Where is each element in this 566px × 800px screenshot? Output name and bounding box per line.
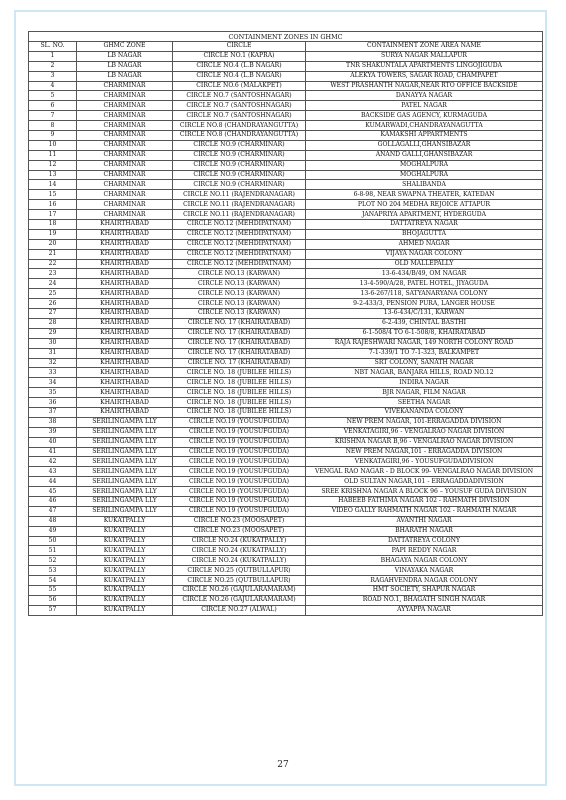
cell-sl-no: 48 — [29, 516, 77, 526]
cell-ghmc-zone: KHAIRTHABAD — [77, 338, 173, 348]
cell-sl-no: 23 — [29, 269, 77, 279]
cell-ghmc-zone: KHAIRTHABAD — [77, 368, 173, 378]
cell-area-name: AVANTHI NAGAR — [306, 516, 543, 526]
table-row — [29, 190, 543, 200]
cell-ghmc-zone: CHARMINAR — [77, 91, 173, 101]
cell-ghmc-zone: SERILINGAMPA LLY — [77, 496, 173, 506]
cell-area-name: SRT COLONY, SANATH NAGAR — [306, 358, 543, 368]
cell-area-name: BJR NAGAR, FILM NAGAR — [306, 388, 543, 398]
cell-area-name: ALEKYA TOWERS, SAGAR ROAD, CHAMPAPET — [306, 71, 543, 81]
cell-area-name: GOLLAGALLI,GHANSIBAZAR — [306, 140, 543, 150]
cell-sl-no: 19 — [29, 229, 77, 239]
cell-sl-no: 1 — [29, 51, 77, 61]
cell-ghmc-zone: LB NAGAR — [77, 51, 173, 61]
cell-area-name: KRISHNA NAGAR B,96 - VENGALRAO NAGAR DIVISION — [306, 437, 543, 447]
table-row — [29, 595, 543, 605]
cell-circle: CIRCLE NO.1 (KAPRA) — [173, 51, 306, 61]
table-row — [29, 289, 543, 299]
cell-sl-no: 27 — [29, 309, 77, 319]
cell-area-name: 13-6-434/C/131, KARWAN — [306, 309, 543, 319]
cell-circle: CIRCLE NO.24 (KUKATPALLY) — [173, 536, 306, 546]
cell-sl-no: 31 — [29, 348, 77, 358]
cell-area-name: 6-8-98, NEAR SWAPNA THEATER, KATEDAN — [306, 190, 543, 200]
table-row — [29, 427, 543, 437]
table-row — [29, 309, 543, 319]
cell-circle: CIRCLE NO.8 (CHANDRAYANGUTTA) — [173, 131, 306, 141]
cell-area-name: DANAYYA NAGAR — [306, 91, 543, 101]
table-row — [29, 200, 543, 210]
cell-ghmc-zone: KUKATPALLY — [77, 595, 173, 605]
cell-ghmc-zone: CHARMINAR — [77, 170, 173, 180]
cell-circle: CIRCLE NO.19 (YOUSUFGUDA) — [173, 417, 306, 427]
table-row — [29, 487, 543, 497]
cell-area-name: 7-1-339/1 TO 7-1-323, BALKAMPET — [306, 348, 543, 358]
cell-circle: CIRCLE NO.19 (YOUSUFGUDA) — [173, 477, 306, 487]
cell-ghmc-zone: KUKATPALLY — [77, 516, 173, 526]
cell-area-name: SHALIBANDA — [306, 180, 543, 190]
cell-circle: CIRCLE NO. 18 (JUBILEE HILLS) — [173, 398, 306, 408]
table-row — [29, 239, 543, 249]
cell-area-name: PATEL NAGAR — [306, 101, 543, 111]
table-row — [29, 368, 543, 378]
cell-sl-no: 2 — [29, 61, 77, 71]
cell-circle: CIRCLE NO.13 (KARWAN) — [173, 269, 306, 279]
cell-sl-no: 25 — [29, 289, 77, 299]
cell-circle: CIRCLE NO.24 (KUKATPALLY) — [173, 546, 306, 556]
cell-circle: CIRCLE NO.19 (YOUSUFGUDA) — [173, 427, 306, 437]
cell-ghmc-zone: SERILINGAMPA LLY — [77, 427, 173, 437]
cell-sl-no: 3 — [29, 71, 77, 81]
cell-sl-no: 38 — [29, 417, 77, 427]
page-number: 27 — [277, 760, 289, 770]
table-row — [29, 269, 543, 279]
cell-area-name: OLD SULTAN NAGAR,101 - ERRAGADDADIVISION — [306, 477, 543, 487]
cell-area-name: SURYA NAGAR MALLAPUR — [306, 51, 543, 61]
cell-sl-no: 45 — [29, 487, 77, 497]
cell-ghmc-zone: LB NAGAR — [77, 61, 173, 71]
cell-sl-no: 8 — [29, 121, 77, 131]
containment-zones-table — [28, 31, 543, 616]
cell-ghmc-zone: CHARMINAR — [77, 111, 173, 121]
cell-area-name: 13-6-267/118, SATYANARYANA COLONY — [306, 289, 543, 299]
cell-area-name: BHARATH NAGAR — [306, 526, 543, 536]
cell-circle: CIRCLE NO. 18 (JUBILEE HILLS) — [173, 388, 306, 398]
cell-ghmc-zone: CHARMINAR — [77, 180, 173, 190]
table-body — [29, 51, 543, 615]
cell-area-name: SREE KRISHNA NAGAR A BLOCK 96 – YOUSUF GUDA DIVISION — [306, 487, 543, 497]
cell-area-name: ANAND GALLI,GHANSIBAZAR — [306, 150, 543, 160]
cell-area-name: 13-6-434/B/49, OM NAGAR — [306, 269, 543, 279]
header-sl-no: SL. NO. — [29, 42, 77, 52]
table-row — [29, 180, 543, 190]
cell-ghmc-zone: CHARMINAR — [77, 200, 173, 210]
table-row — [29, 407, 543, 417]
cell-sl-no: 22 — [29, 259, 77, 269]
table-row — [29, 496, 543, 506]
table-row — [29, 220, 543, 230]
table-row — [29, 516, 543, 526]
cell-sl-no: 39 — [29, 427, 77, 437]
table-row — [29, 566, 543, 576]
cell-area-name: DATTATREYA COLONY — [306, 536, 543, 546]
cell-circle: CIRCLE NO.12 (MEHDIPATNAM) — [173, 229, 306, 239]
table-row — [29, 121, 543, 131]
cell-ghmc-zone: SERILINGAMPA LLY — [77, 457, 173, 467]
table-row — [29, 536, 543, 546]
cell-area-name: ROAD NO.1, BHAGATH SINGH NAGAR — [306, 595, 543, 605]
cell-area-name: 9-2-433/3, PENSION PURA, LANGER HOUSE — [306, 299, 543, 309]
table-row — [29, 318, 543, 328]
cell-ghmc-zone: CHARMINAR — [77, 121, 173, 131]
cell-circle: CIRCLE NO.13 (KARWAN) — [173, 279, 306, 289]
cell-circle: CIRCLE NO.25 (QUTBULLAPUR) — [173, 566, 306, 576]
cell-area-name: AYYAPPA NAGAR — [306, 605, 543, 615]
cell-ghmc-zone: SERILINGAMPA LLY — [77, 487, 173, 497]
cell-area-name: MOGHALPURA — [306, 170, 543, 180]
cell-sl-no: 52 — [29, 556, 77, 566]
cell-circle: CIRCLE NO.19 (YOUSUFGUDA) — [173, 457, 306, 467]
cell-area-name: INDIRA NAGAR — [306, 378, 543, 388]
cell-area-name: 6-1-508/4 TO 6-1-508/8, KHAIRATABAD — [306, 328, 543, 338]
cell-circle: CIRCLE NO.12 (MEHDIPATNAM) — [173, 220, 306, 230]
cell-sl-no: 56 — [29, 595, 77, 605]
cell-ghmc-zone: KUKATPALLY — [77, 526, 173, 536]
cell-ghmc-zone: KUKATPALLY — [77, 546, 173, 556]
cell-area-name: DATTATREYA NAGAR — [306, 220, 543, 230]
cell-ghmc-zone: CHARMINAR — [77, 160, 173, 170]
cell-circle: CIRCLE NO. 18 (JUBILEE HILLS) — [173, 407, 306, 417]
cell-area-name: VINAYAKA NAGAR — [306, 566, 543, 576]
cell-ghmc-zone: KHAIRTHABAD — [77, 388, 173, 398]
cell-sl-no: 7 — [29, 111, 77, 121]
cell-ghmc-zone: CHARMINAR — [77, 140, 173, 150]
cell-ghmc-zone: KUKATPALLY — [77, 585, 173, 595]
cell-area-name: PLOT NO 204 MEDHA REJOICE ATTAPUR — [306, 200, 543, 210]
cell-circle: CIRCLE NO.9 (CHARMINAR) — [173, 160, 306, 170]
cell-circle: CIRCLE NO.24 (KUKATPALLY) — [173, 556, 306, 566]
cell-area-name: VENGAL RAO NAGAR - D BLOCK 99- VENGALRAO NAGAR DIVISION — [306, 467, 543, 477]
cell-circle: CIRCLE NO. 17 (KHAIRATABAD) — [173, 318, 306, 328]
cell-ghmc-zone: KHAIRTHABAD — [77, 249, 173, 259]
cell-sl-no: 5 — [29, 91, 77, 101]
cell-sl-no: 30 — [29, 338, 77, 348]
cell-area-name: BACKSIDE GAS AGENCY, KURMAGUDA — [306, 111, 543, 121]
cell-area-name: VIJAYA NAGAR COLONY — [306, 249, 543, 259]
cell-ghmc-zone: KHAIRTHABAD — [77, 378, 173, 388]
table-row — [29, 546, 543, 556]
cell-ghmc-zone: KHAIRTHABAD — [77, 328, 173, 338]
cell-circle: CIRCLE NO.19 (YOUSUFGUDA) — [173, 506, 306, 516]
table-row — [29, 81, 543, 91]
cell-circle: CIRCLE NO.4 (L.B NAGAR) — [173, 71, 306, 81]
cell-sl-no: 4 — [29, 81, 77, 91]
table-row — [29, 71, 543, 81]
cell-circle: CIRCLE NO.7 (SANTOSHNAGAR) — [173, 91, 306, 101]
header-ghmc-zone: GHMC ZONE — [77, 42, 173, 52]
cell-circle: CIRCLE NO.11 (RAJENDRANAGAR) — [173, 200, 306, 210]
table-row — [29, 437, 543, 447]
cell-area-name: HABEEB FATHIMA NAGAR 102 - RAHMATH DIVISION — [306, 496, 543, 506]
cell-ghmc-zone: CHARMINAR — [77, 150, 173, 160]
table-row — [29, 506, 543, 516]
cell-ghmc-zone: KUKATPALLY — [77, 556, 173, 566]
cell-circle: CIRCLE NO.19 (YOUSUFGUDA) — [173, 496, 306, 506]
table-row — [29, 210, 543, 220]
cell-sl-no: 43 — [29, 467, 77, 477]
cell-circle: CIRCLE NO.25 (QUTBULLAPUR) — [173, 576, 306, 586]
cell-sl-no: 57 — [29, 605, 77, 615]
cell-ghmc-zone: SERILINGAMPA LLY — [77, 477, 173, 487]
table-row — [29, 605, 543, 615]
cell-circle: CIRCLE NO. 17 (KHAIRATABAD) — [173, 358, 306, 368]
cell-area-name: MOGHALPURA — [306, 160, 543, 170]
table-row — [29, 417, 543, 427]
table-row — [29, 249, 543, 259]
cell-ghmc-zone: KHAIRTHABAD — [77, 398, 173, 408]
table-row — [29, 140, 543, 150]
cell-circle: CIRCLE NO.26 (GAJULARAMARAM) — [173, 595, 306, 605]
cell-circle: CIRCLE NO.9 (CHARMINAR) — [173, 180, 306, 190]
table-row — [29, 131, 543, 141]
cell-circle: CIRCLE NO. 17 (KHAIRATABAD) — [173, 338, 306, 348]
cell-sl-no: 12 — [29, 160, 77, 170]
cell-sl-no: 26 — [29, 299, 77, 309]
cell-ghmc-zone: KHAIRTHABAD — [77, 299, 173, 309]
table-row — [29, 111, 543, 121]
cell-circle: CIRCLE NO.12 (MEHDIPATNAM) — [173, 239, 306, 249]
cell-ghmc-zone: KHAIRTHABAD — [77, 358, 173, 368]
table-row — [29, 259, 543, 269]
table-row — [29, 170, 543, 180]
cell-area-name: BHAGAYA NAGAR COLONY — [306, 556, 543, 566]
cell-ghmc-zone: KUKATPALLY — [77, 576, 173, 586]
cell-ghmc-zone: CHARMINAR — [77, 131, 173, 141]
table-row — [29, 526, 543, 536]
cell-circle: CIRCLE NO. 17 (KHAIRATABAD) — [173, 328, 306, 338]
cell-circle: CIRCLE NO.8 (CHANDRAYANGUTTA) — [173, 121, 306, 131]
header-area-name: CONTAINMENT ZONE AREA NAME — [306, 42, 543, 52]
cell-circle: CIRCLE NO.6 (MALAKPET) — [173, 81, 306, 91]
cell-circle: CIRCLE NO.11 (RAJENDRANAGAR) — [173, 210, 306, 220]
cell-ghmc-zone: KHAIRTHABAD — [77, 239, 173, 249]
containment-zones-table-container — [28, 31, 542, 616]
cell-ghmc-zone: SERILINGAMPA LLY — [77, 447, 173, 457]
table-row — [29, 585, 543, 595]
cell-ghmc-zone: CHARMINAR — [77, 190, 173, 200]
cell-sl-no: 36 — [29, 398, 77, 408]
cell-ghmc-zone: KHAIRTHABAD — [77, 348, 173, 358]
cell-sl-no: 24 — [29, 279, 77, 289]
cell-area-name: NBT NAGAR, BANJARA HILLS, ROAD NO.12 — [306, 368, 543, 378]
cell-area-name: VENKATAGIRI,96 - VENGALRAO NAGAR DIVISION — [306, 427, 543, 437]
cell-ghmc-zone: KHAIRTHABAD — [77, 269, 173, 279]
cell-circle: CIRCLE NO. 18 (JUBILEE HILLS) — [173, 368, 306, 378]
table-row — [29, 457, 543, 467]
cell-area-name: KUMARWADI,CHANDRAYANAGUTTA — [306, 121, 543, 131]
header-row — [29, 42, 543, 52]
cell-circle: CIRCLE NO.13 (KARWAN) — [173, 309, 306, 319]
table-row — [29, 91, 543, 101]
cell-area-name: JANAPRIYA APARTMENT, HYDERGUDA — [306, 210, 543, 220]
cell-circle: CIRCLE NO.19 (YOUSUFGUDA) — [173, 447, 306, 457]
cell-sl-no: 18 — [29, 220, 77, 230]
table-title: CONTAINMENT ZONES IN GHMC — [29, 32, 543, 42]
cell-ghmc-zone: KHAIRTHABAD — [77, 407, 173, 417]
cell-ghmc-zone: SERILINGAMPA LLY — [77, 467, 173, 477]
cell-circle: CIRCLE NO.23 (MOOSAPET) — [173, 526, 306, 536]
cell-circle: CIRCLE NO.19 (YOUSUFGUDA) — [173, 437, 306, 447]
table-row — [29, 358, 543, 368]
cell-area-name: VIDEO GALLY RAHMATH NAGAR 102 - RAHMATH NAGAR — [306, 506, 543, 516]
cell-area-name: WEST PRASHANTH NAGAR,NEAR RTO OFFICE BACKSIDE — [306, 81, 543, 91]
cell-ghmc-zone: KHAIRTHABAD — [77, 220, 173, 230]
table-row — [29, 556, 543, 566]
cell-ghmc-zone: KUKATPALLY — [77, 605, 173, 615]
cell-circle: CIRCLE NO. 17 (KHAIRATABAD) — [173, 348, 306, 358]
cell-sl-no: 14 — [29, 180, 77, 190]
cell-area-name: PAPI REDDY NAGAR — [306, 546, 543, 556]
cell-area-name: NEW PREM NAGAR,101 - ERRAGADDA DIVISION — [306, 447, 543, 457]
cell-sl-no: 49 — [29, 526, 77, 536]
cell-ghmc-zone: CHARMINAR — [77, 101, 173, 111]
cell-ghmc-zone: KHAIRTHABAD — [77, 289, 173, 299]
cell-circle: CIRCLE NO.27 (ALWAL) — [173, 605, 306, 615]
cell-area-name: AHMED NAGAR — [306, 239, 543, 249]
cell-sl-no: 54 — [29, 576, 77, 586]
cell-circle: CIRCLE NO.4 (L.B NAGAR) — [173, 61, 306, 71]
table-row — [29, 328, 543, 338]
cell-sl-no: 21 — [29, 249, 77, 259]
cell-ghmc-zone: KHAIRTHABAD — [77, 309, 173, 319]
cell-ghmc-zone: KUKATPALLY — [77, 536, 173, 546]
cell-circle: CIRCLE NO.13 (KARWAN) — [173, 299, 306, 309]
cell-sl-no: 37 — [29, 407, 77, 417]
table-row — [29, 348, 543, 358]
cell-sl-no: 41 — [29, 447, 77, 457]
cell-area-name: NEW PREM NAGAR, 101-ERRAGADDA DIVISION — [306, 417, 543, 427]
cell-ghmc-zone: KHAIRTHABAD — [77, 259, 173, 269]
cell-sl-no: 13 — [29, 170, 77, 180]
cell-area-name: RAJA RAJESHWARI NAGAR, 149 NORTH COLONY ROAD — [306, 338, 543, 348]
cell-sl-no: 9 — [29, 131, 77, 141]
table-row — [29, 447, 543, 457]
cell-area-name: SEETHA NAGAR — [306, 398, 543, 408]
header-circle: CIRCLE — [173, 42, 306, 52]
cell-sl-no: 35 — [29, 388, 77, 398]
table-row — [29, 467, 543, 477]
cell-circle: CIRCLE NO.7 (SANTOSHNAGAR) — [173, 111, 306, 121]
cell-sl-no: 46 — [29, 496, 77, 506]
cell-sl-no: 44 — [29, 477, 77, 487]
cell-area-name: KAMAKSHI APPARTMENTS — [306, 131, 543, 141]
cell-sl-no: 42 — [29, 457, 77, 467]
cell-sl-no: 20 — [29, 239, 77, 249]
cell-ghmc-zone: KHAIRTHABAD — [77, 229, 173, 239]
cell-sl-no: 53 — [29, 566, 77, 576]
cell-area-name: BHOJAGUTTA — [306, 229, 543, 239]
cell-circle: CIRCLE NO.19 (YOUSUFGUDA) — [173, 487, 306, 497]
cell-area-name: OLD MALLEPALLY — [306, 259, 543, 269]
cell-circle: CIRCLE NO.7 (SANTOSHNAGAR) — [173, 101, 306, 111]
cell-sl-no: 51 — [29, 546, 77, 556]
cell-sl-no: 33 — [29, 368, 77, 378]
cell-area-name: TNR SHAKUNTALA APARTMENTS LINGOJIGUDA — [306, 61, 543, 71]
cell-sl-no: 50 — [29, 536, 77, 546]
table-row — [29, 101, 543, 111]
cell-sl-no: 47 — [29, 506, 77, 516]
table-row — [29, 299, 543, 309]
cell-sl-no: 17 — [29, 210, 77, 220]
table-row — [29, 160, 543, 170]
table-row — [29, 229, 543, 239]
cell-circle: CIRCLE NO.9 (CHARMINAR) — [173, 150, 306, 160]
cell-circle: CIRCLE NO.19 (YOUSUFGUDA) — [173, 467, 306, 477]
cell-circle: CIRCLE NO.12 (MEHDIPATNAM) — [173, 249, 306, 259]
cell-circle: CIRCLE NO.26 (GAJULARAMARAM) — [173, 585, 306, 595]
cell-sl-no: 15 — [29, 190, 77, 200]
cell-area-name: VIVEKANANDA COLONY — [306, 407, 543, 417]
table-row — [29, 576, 543, 586]
cell-ghmc-zone: SERILINGAMPA LLY — [77, 506, 173, 516]
cell-sl-no: 40 — [29, 437, 77, 447]
cell-ghmc-zone: LB NAGAR — [77, 71, 173, 81]
table-row — [29, 51, 543, 61]
cell-circle: CIRCLE NO. 18 (JUBILEE HILLS) — [173, 378, 306, 388]
cell-ghmc-zone: SERILINGAMPA LLY — [77, 417, 173, 427]
cell-sl-no: 11 — [29, 150, 77, 160]
cell-ghmc-zone: KHAIRTHABAD — [77, 318, 173, 328]
table-row — [29, 388, 543, 398]
cell-area-name: 13-4-590/A/28, PATEL HOTEL, JIYAGUDA — [306, 279, 543, 289]
cell-sl-no: 29 — [29, 328, 77, 338]
table-row — [29, 378, 543, 388]
cell-circle: CIRCLE NO.23 (MOOSAPET) — [173, 516, 306, 526]
cell-sl-no: 34 — [29, 378, 77, 388]
cell-area-name: HMT SOCIETY, SHAPUR NAGAR — [306, 585, 543, 595]
cell-area-name: 6-2-439, CHINTAL BASTHI — [306, 318, 543, 328]
cell-area-name: VENKATAGIRI,96 - YOUSUFGUDADIVISION — [306, 457, 543, 467]
cell-area-name: RAGAHVENDRA NAGAR COLONY — [306, 576, 543, 586]
cell-sl-no: 6 — [29, 101, 77, 111]
table-row — [29, 398, 543, 408]
cell-circle: CIRCLE NO.12 (MEHDIPATNAM) — [173, 259, 306, 269]
table-row — [29, 279, 543, 289]
cell-sl-no: 55 — [29, 585, 77, 595]
cell-sl-no: 10 — [29, 140, 77, 150]
cell-circle: CIRCLE NO.11 (RAJENDRANAGAR) — [173, 190, 306, 200]
table-row — [29, 477, 543, 487]
cell-ghmc-zone: KHAIRTHABAD — [77, 279, 173, 289]
cell-ghmc-zone: CHARMINAR — [77, 210, 173, 220]
cell-ghmc-zone: CHARMINAR — [77, 81, 173, 91]
cell-circle: CIRCLE NO.13 (KARWAN) — [173, 289, 306, 299]
table-row — [29, 150, 543, 160]
cell-sl-no: 32 — [29, 358, 77, 368]
cell-sl-no: 16 — [29, 200, 77, 210]
table-row — [29, 338, 543, 348]
cell-circle: CIRCLE NO.9 (CHARMINAR) — [173, 140, 306, 150]
cell-circle: CIRCLE NO.9 (CHARMINAR) — [173, 170, 306, 180]
cell-sl-no: 28 — [29, 318, 77, 328]
table-row — [29, 61, 543, 71]
cell-ghmc-zone: KUKATPALLY — [77, 566, 173, 576]
cell-ghmc-zone: SERILINGAMPA LLY — [77, 437, 173, 447]
